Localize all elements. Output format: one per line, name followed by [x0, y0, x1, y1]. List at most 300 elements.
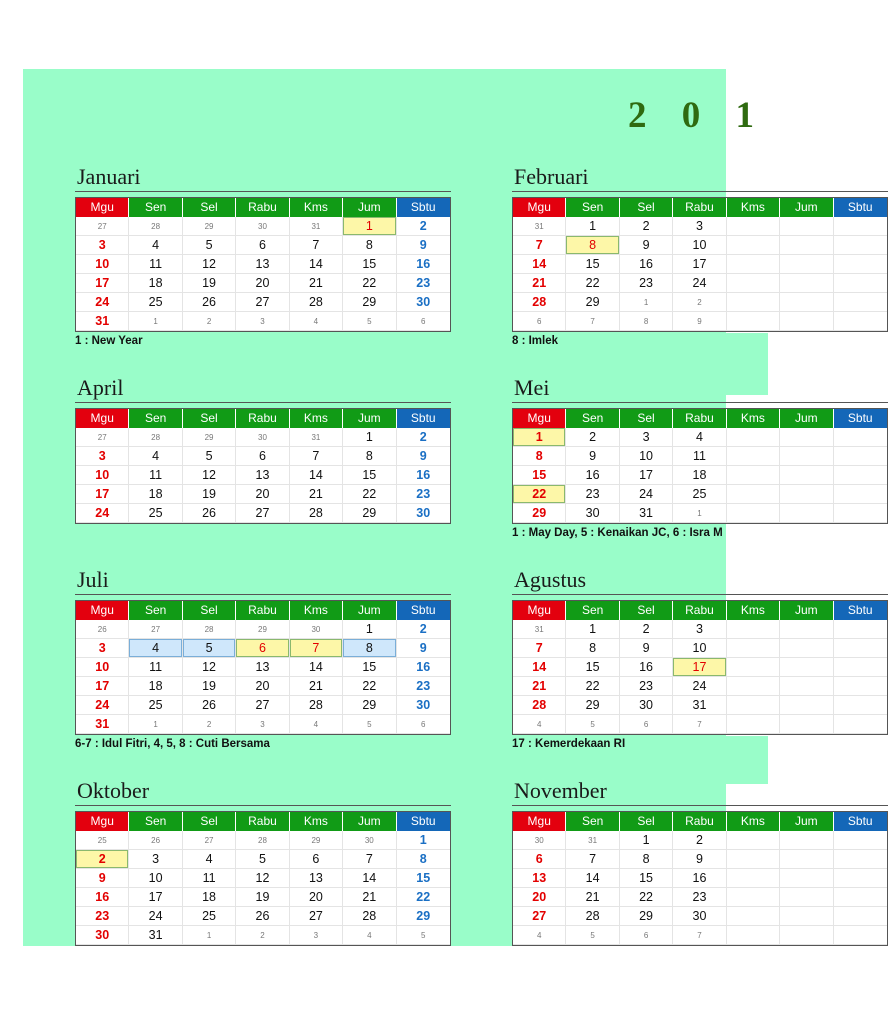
day-cell: 2 [397, 620, 450, 639]
day-cell: 21 [290, 677, 343, 696]
day-cell [727, 620, 780, 639]
day-cell: 14 [290, 466, 343, 485]
day-cell: 23 [397, 274, 450, 293]
day-cell: 19 [183, 677, 236, 696]
week-row [513, 447, 887, 466]
day-cell: 4 [290, 715, 343, 734]
weekday-header-rabu: Rabu [673, 409, 726, 428]
day-cell: 6 [397, 312, 450, 331]
month-grid [512, 197, 888, 332]
day-cell: 20 [236, 485, 289, 504]
day-cell: 29 [397, 907, 450, 926]
day-cell: 28 [290, 696, 343, 715]
day-cell: 17 [129, 888, 182, 907]
day-cell [727, 715, 780, 734]
weekday-header-sel: Sel [183, 601, 236, 620]
day-cell: 15 [343, 255, 396, 274]
day-cell [727, 504, 780, 523]
weekday-header-mgu: Mgu [513, 812, 566, 831]
day-cell [780, 466, 833, 485]
month-name: Oktober [77, 778, 150, 803]
day-cell: 29 [513, 504, 566, 523]
day-cell: 18 [673, 466, 726, 485]
day-cell: 27 [76, 217, 129, 236]
weekday-header-jum: Jum [343, 601, 396, 620]
day-cell [834, 907, 887, 926]
day-cell: 21 [290, 485, 343, 504]
day-cell [727, 696, 780, 715]
weekday-header-rabu: Rabu [236, 812, 289, 831]
day-cell: 4 [129, 639, 182, 658]
day-cell: 8 [620, 850, 673, 869]
day-cell: 24 [129, 907, 182, 926]
day-cell: 18 [129, 274, 182, 293]
day-cell: 26 [76, 620, 129, 639]
day-cell: 26 [183, 696, 236, 715]
week-row [76, 504, 450, 523]
day-cell: 10 [129, 869, 182, 888]
day-cell: 9 [397, 447, 450, 466]
day-cell: 13 [236, 466, 289, 485]
day-cell: 31 [673, 696, 726, 715]
day-cell [834, 447, 887, 466]
day-cell: 11 [129, 658, 182, 677]
day-cell: 10 [76, 466, 129, 485]
day-cell: 14 [513, 255, 566, 274]
day-cell: 29 [620, 907, 673, 926]
day-cell: 16 [397, 658, 450, 677]
day-cell: 13 [290, 869, 343, 888]
day-cell: 27 [236, 696, 289, 715]
day-cell: 24 [76, 293, 129, 312]
day-cell: 21 [513, 677, 566, 696]
day-cell: 28 [513, 696, 566, 715]
weekday-header-sbtu: Sbtu [834, 198, 887, 217]
day-cell: 9 [76, 869, 129, 888]
day-cell: 28 [290, 504, 343, 523]
month-name: November [514, 778, 607, 803]
week-row [76, 715, 450, 734]
month-grid [512, 408, 888, 524]
day-cell: 2 [620, 217, 673, 236]
day-cell: 25 [76, 831, 129, 850]
day-cell: 22 [566, 677, 619, 696]
day-cell [780, 677, 833, 696]
day-cell: 30 [76, 926, 129, 945]
weekday-header-sel: Sel [183, 812, 236, 831]
day-cell: 2 [76, 850, 129, 869]
day-cell: 10 [76, 658, 129, 677]
day-cell: 3 [129, 850, 182, 869]
day-cell [780, 447, 833, 466]
weekday-header-row [76, 198, 450, 217]
month-title-rule [512, 402, 888, 403]
day-cell: 7 [290, 236, 343, 255]
day-cell: 2 [566, 428, 619, 447]
day-cell: 27 [76, 428, 129, 447]
weekday-header-sen: Sen [129, 812, 182, 831]
day-cell: 7 [673, 926, 726, 945]
month-grid [512, 600, 888, 735]
day-cell: 1 [397, 831, 450, 850]
weekday-header-sbtu: Sbtu [834, 601, 887, 620]
day-cell: 2 [183, 312, 236, 331]
month-title-rule [512, 191, 888, 192]
week-row [513, 217, 887, 236]
day-cell [834, 715, 887, 734]
day-cell: 22 [513, 485, 566, 504]
day-cell: 17 [76, 677, 129, 696]
week-row [513, 715, 887, 734]
day-cell: 7 [290, 447, 343, 466]
day-cell: 3 [76, 236, 129, 255]
day-cell [780, 236, 833, 255]
day-cell [780, 639, 833, 658]
weekday-header-row [76, 409, 450, 428]
day-cell: 6 [620, 926, 673, 945]
holiday-note: 8 : Imlek [512, 335, 559, 347]
day-cell: 31 [76, 715, 129, 734]
day-cell: 27 [183, 831, 236, 850]
day-cell [727, 677, 780, 696]
day-cell: 14 [343, 869, 396, 888]
day-cell: 11 [183, 869, 236, 888]
day-cell [834, 312, 887, 331]
day-cell [834, 831, 887, 850]
week-row [513, 658, 887, 677]
day-cell: 19 [183, 274, 236, 293]
day-cell: 30 [236, 428, 289, 447]
weekday-header-kms: Kms [290, 601, 343, 620]
day-cell: 5 [236, 850, 289, 869]
day-cell [727, 485, 780, 504]
day-cell [727, 639, 780, 658]
day-cell: 20 [290, 888, 343, 907]
day-cell: 29 [343, 293, 396, 312]
day-cell: 14 [290, 658, 343, 677]
day-cell: 25 [129, 696, 182, 715]
day-cell: 30 [397, 504, 450, 523]
day-cell: 9 [673, 850, 726, 869]
day-cell: 9 [397, 639, 450, 658]
day-cell: 6 [236, 447, 289, 466]
day-cell: 25 [673, 485, 726, 504]
day-cell: 23 [76, 907, 129, 926]
day-cell: 9 [620, 639, 673, 658]
day-cell: 4 [129, 236, 182, 255]
day-cell [780, 620, 833, 639]
day-cell: 16 [566, 466, 619, 485]
month-title-rule [75, 594, 451, 595]
day-cell: 4 [183, 850, 236, 869]
weekday-header-row [513, 812, 887, 831]
day-cell: 28 [129, 428, 182, 447]
day-cell: 9 [620, 236, 673, 255]
day-cell: 1 [513, 428, 566, 447]
weekday-header-sel: Sel [183, 409, 236, 428]
day-cell: 24 [76, 696, 129, 715]
day-cell: 15 [343, 466, 396, 485]
day-cell [780, 869, 833, 888]
day-cell: 1 [129, 715, 182, 734]
day-cell: 20 [236, 274, 289, 293]
day-cell: 21 [343, 888, 396, 907]
day-cell: 6 [513, 850, 566, 869]
weekday-header-sbtu: Sbtu [397, 409, 450, 428]
holiday-note: 17 : Kemerdekaan RI [512, 738, 626, 750]
day-cell [834, 504, 887, 523]
day-cell: 3 [673, 217, 726, 236]
day-cell: 26 [183, 504, 236, 523]
day-cell: 3 [76, 447, 129, 466]
day-cell: 20 [513, 888, 566, 907]
day-cell: 16 [397, 255, 450, 274]
day-cell: 4 [513, 715, 566, 734]
week-row [76, 869, 450, 888]
month-title-rule [75, 402, 451, 403]
day-cell: 26 [129, 831, 182, 850]
day-cell: 8 [513, 447, 566, 466]
day-cell: 2 [673, 293, 726, 312]
day-cell: 31 [513, 217, 566, 236]
day-cell [780, 485, 833, 504]
day-cell: 5 [343, 715, 396, 734]
day-cell: 30 [673, 907, 726, 926]
weekday-header-jum: Jum [780, 198, 833, 217]
week-row [513, 312, 887, 331]
weekday-header-jum: Jum [780, 409, 833, 428]
weekday-header-row [513, 601, 887, 620]
day-cell: 24 [673, 274, 726, 293]
week-row [513, 485, 887, 504]
week-row [76, 907, 450, 926]
day-cell: 25 [129, 293, 182, 312]
day-cell: 17 [76, 274, 129, 293]
day-cell: 31 [129, 926, 182, 945]
week-row [76, 485, 450, 504]
day-cell [834, 639, 887, 658]
day-cell: 30 [397, 293, 450, 312]
day-cell [780, 504, 833, 523]
week-row [513, 255, 887, 274]
day-cell: 30 [397, 696, 450, 715]
day-cell: 2 [620, 620, 673, 639]
day-cell [727, 658, 780, 677]
week-row [76, 312, 450, 331]
day-cell [727, 869, 780, 888]
week-row [76, 466, 450, 485]
weekday-header-kms: Kms [727, 198, 780, 217]
week-row [513, 236, 887, 255]
day-cell [780, 658, 833, 677]
day-cell: 8 [397, 850, 450, 869]
day-cell: 19 [183, 485, 236, 504]
day-cell: 1 [620, 293, 673, 312]
month-grid [75, 600, 451, 735]
week-row [76, 293, 450, 312]
day-cell: 5 [183, 447, 236, 466]
day-cell: 29 [290, 831, 343, 850]
week-row [513, 888, 887, 907]
day-cell: 28 [343, 907, 396, 926]
weekday-header-jum: Jum [343, 812, 396, 831]
week-row [513, 869, 887, 888]
day-cell [834, 888, 887, 907]
weekday-header-jum: Jum [343, 409, 396, 428]
day-cell: 23 [397, 485, 450, 504]
day-cell: 22 [343, 274, 396, 293]
day-cell [834, 293, 887, 312]
day-cell: 25 [129, 504, 182, 523]
day-cell: 15 [513, 466, 566, 485]
day-cell: 16 [76, 888, 129, 907]
day-cell: 30 [236, 217, 289, 236]
day-cell: 16 [620, 255, 673, 274]
month-name: Januari [77, 164, 141, 189]
day-cell: 2 [397, 428, 450, 447]
day-cell: 17 [673, 658, 726, 677]
day-cell: 26 [236, 907, 289, 926]
month-name: Agustus [514, 567, 587, 592]
weekday-header-sbtu: Sbtu [834, 409, 887, 428]
day-cell: 21 [566, 888, 619, 907]
day-cell: 1 [129, 312, 182, 331]
weekday-header-rabu: Rabu [673, 812, 726, 831]
day-cell: 27 [236, 504, 289, 523]
day-cell: 3 [673, 620, 726, 639]
weekday-header-sel: Sel [620, 409, 673, 428]
day-cell: 3 [236, 715, 289, 734]
day-cell [780, 312, 833, 331]
holiday-note: 1 : May Day, 5 : Kenaikan JC, 6 : Isra M [512, 527, 723, 539]
day-cell: 16 [620, 658, 673, 677]
month-name: Mei [514, 375, 550, 400]
weekday-header-sel: Sel [620, 812, 673, 831]
week-row [513, 677, 887, 696]
weekday-header-row [76, 812, 450, 831]
day-cell: 17 [76, 485, 129, 504]
day-cell [780, 255, 833, 274]
day-cell: 24 [673, 677, 726, 696]
day-cell: 6 [290, 850, 343, 869]
sheet-extension-band [726, 736, 768, 784]
day-cell: 13 [236, 658, 289, 677]
day-cell: 12 [183, 466, 236, 485]
day-cell: 8 [343, 236, 396, 255]
week-row [513, 293, 887, 312]
day-cell: 2 [673, 831, 726, 850]
week-row [513, 466, 887, 485]
holiday-note: 1 : New Year [75, 335, 143, 347]
day-cell [780, 428, 833, 447]
day-cell [727, 831, 780, 850]
week-row [76, 255, 450, 274]
day-cell: 16 [673, 869, 726, 888]
weekday-header-row [513, 409, 887, 428]
day-cell [780, 293, 833, 312]
day-cell: 5 [183, 236, 236, 255]
day-cell [727, 907, 780, 926]
month-grid [75, 197, 451, 332]
week-row [76, 696, 450, 715]
day-cell: 18 [129, 485, 182, 504]
day-cell [780, 907, 833, 926]
week-row [76, 236, 450, 255]
weekday-header-rabu: Rabu [236, 601, 289, 620]
day-cell [834, 466, 887, 485]
day-cell [727, 255, 780, 274]
weekday-header-rabu: Rabu [236, 409, 289, 428]
day-cell [780, 926, 833, 945]
day-cell [727, 274, 780, 293]
day-cell: 12 [183, 255, 236, 274]
day-cell: 7 [566, 312, 619, 331]
weekday-header-mgu: Mgu [513, 601, 566, 620]
month-title-rule [512, 594, 888, 595]
day-cell: 3 [236, 312, 289, 331]
day-cell: 1 [673, 504, 726, 523]
month-name: April [77, 375, 124, 400]
day-cell: 28 [183, 620, 236, 639]
day-cell: 8 [343, 639, 396, 658]
day-cell: 28 [236, 831, 289, 850]
day-cell: 4 [129, 447, 182, 466]
day-cell: 10 [673, 639, 726, 658]
week-row [76, 888, 450, 907]
weekday-header-rabu: Rabu [236, 198, 289, 217]
week-row [513, 639, 887, 658]
day-cell [780, 696, 833, 715]
week-row [513, 504, 887, 523]
day-cell: 18 [129, 677, 182, 696]
day-cell: 17 [620, 466, 673, 485]
day-cell: 28 [290, 293, 343, 312]
week-row [76, 428, 450, 447]
day-cell: 8 [343, 447, 396, 466]
day-cell: 8 [566, 236, 619, 255]
day-cell: 25 [183, 907, 236, 926]
week-row [76, 831, 450, 850]
day-cell: 7 [343, 850, 396, 869]
day-cell [834, 274, 887, 293]
day-cell: 22 [343, 677, 396, 696]
day-cell: 6 [397, 715, 450, 734]
week-row [76, 447, 450, 466]
day-cell: 31 [566, 831, 619, 850]
weekday-header-kms: Kms [727, 601, 780, 620]
day-cell: 1 [343, 620, 396, 639]
day-cell: 7 [673, 715, 726, 734]
day-cell: 3 [290, 926, 343, 945]
day-cell: 10 [673, 236, 726, 255]
week-row [76, 217, 450, 236]
day-cell [834, 236, 887, 255]
day-cell: 14 [290, 255, 343, 274]
week-row [513, 274, 887, 293]
weekday-header-mgu: Mgu [76, 409, 129, 428]
day-cell [727, 850, 780, 869]
weekday-header-rabu: Rabu [673, 198, 726, 217]
weekday-header-row [76, 601, 450, 620]
day-cell [780, 831, 833, 850]
day-cell: 11 [129, 255, 182, 274]
day-cell [780, 850, 833, 869]
day-cell: 23 [566, 485, 619, 504]
day-cell [834, 428, 887, 447]
day-cell: 23 [397, 677, 450, 696]
month-name: Juli [77, 567, 109, 592]
day-cell: 11 [673, 447, 726, 466]
